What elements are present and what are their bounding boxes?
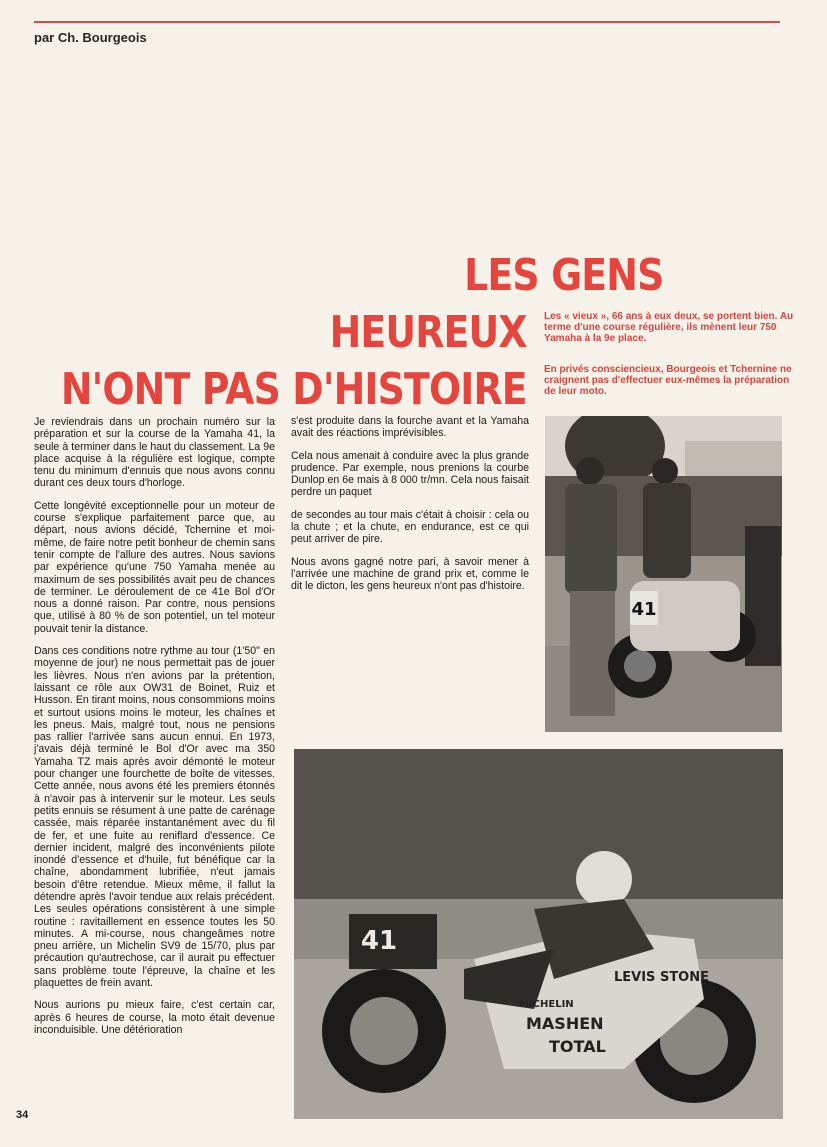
sponsor-mashen: MASHEN <box>526 1014 604 1033</box>
bike-number-plate: 41 <box>631 599 657 620</box>
byline: par Ch. Bourgeois <box>34 30 147 45</box>
sponsor-levis-stone: LEVIS STONE <box>614 970 709 985</box>
paddock-photo <box>545 416 782 732</box>
top-rule <box>34 21 780 23</box>
headline-line-1: LES GENS <box>464 250 664 301</box>
headline-line-3: N'ONT PAS D'HISTOIRE <box>61 364 527 415</box>
caption-bottom: En privés consciencieux, Bourgeois et Tchernine ne craignent pas d'effectuer eux-mêmes la préparation de leur moto. <box>544 364 792 397</box>
paragraph: de secondes au tour mais c'était à choisir : cela ou la chute ; et la chute, en endurance, est ce qui peut arriver de pire. <box>291 508 529 546</box>
caption-top: Les « vieux », 66 ans à eux deux, se portent bien. Au terme d'une course régulière, ils mènent leur 750 Yamaha à la 9e place. <box>544 311 794 344</box>
paragraph: Je reviendrais dans un prochain numéro sur la préparation et sur la course de la Yamaha 41, la seule à terminer dans le haut du classement. La 9e place acquise à la régulière est logique, compte tenu du minimum d'ennuis que nous avons connu durant ces deux tours d'horloge. <box>34 416 275 490</box>
racing-bike-number: 41 <box>360 926 398 956</box>
paragraph: Cela nous amenait à conduire avec la plus grande prudence. Par exemple, nous prenions la courbe Dunlop en 6e mais à 8 000 tr/mn. Cela nous faisait perdre un paquet <box>291 449 529 499</box>
headline <box>61 247 664 418</box>
paragraph: Nous avons gagné notre pari, à savoir mener à l'arrivée une machine de grand prix et, comme le dit le dicton, les gens heureux n'ont pas d'histoire. <box>291 555 529 593</box>
sponsor-michelin: MICHELIN <box>519 999 574 1010</box>
article-column-2 <box>291 415 529 603</box>
racing-photo <box>294 749 783 1119</box>
article-column-1 <box>34 416 275 1046</box>
headline-line-2: HEUREUX <box>329 307 527 358</box>
paragraph: Cette longévité exceptionnelle pour un moteur de course s'explique parfaitement parce que, au départ, nous avions décidé, Tchernine et moi-même, de faire notre petit bonheur de chemin sans tenir compte de l'allure des autres. Nous savions par expérience qu'une 750 Yamaha menée au maximum de ses possibilités avait peu de chances de terminer. Le déroulement de ce 41e Bol d'Or nous a donné raison. Par contre, nous pensions que, utilisé à 80 % de son potentiel, un tel moteur pouvait tenir la distance. <box>34 499 275 635</box>
sponsor-total: TOTAL <box>549 1037 606 1056</box>
paragraph: Nous aurions pu mieux faire, c'est certain car, après 6 heures de course, la moto était devenue inconduisible. Une détérioration <box>34 999 275 1036</box>
paragraph: s'est produite dans la fourche avant et la Yamaha avait des réactions imprévisibles. <box>291 415 529 440</box>
page-number: 34 <box>16 1109 29 1121</box>
paragraph: Dans ces conditions notre rythme au tour (1'50" en moyenne de jour) ne nous permettait pas de jouer les lièvres. Nous n'en avions par la prétention, laissant ce rôle aux OW31 de Boinet, Ruiz et Husson. En tirant moins, nous consommions moins et surtout usions moins le moteur, les chaînes et les pneus. Mais, malgré tout, nous ne pensions pas rallier l'arrivée sans aucun ennui. En 1973, j'avais déjà terminé le Bol d'Or avec ma 350 Yamaha TZ mais après avoir démonté le moteur pour changer une fourchette de boîte de vitesses. Cette année, nous avons été les premiers étonnés à n'avoir pas à intervenir sur le moteur. Les seuls petits ennuis se résument à une patte de carénage cassée, mais réparée instantanément avec du fil de fer, et une fuite au reniflard d'essence. Ce dernier incident, malgré des inconvénients pilote inondé d'essence et d'huile, fut bénéfique car la chaîne, abondamment lubrifiée, n'eut jamais besoin d'être retendue. Mieux même, il fallut la détendre après l'avoir tendue aux relais précédent. Les seules opérations consistèrent à une simple routine : ravitaillement en essence toutes les 50 minutes. A mi-course, nous changeâmes notre pneu arrière, un Michelin SV9 de 15/70, plus par précaution qu'autrechose, car il aurait pu effectuer sans problème toute l'épreuve, la chaîne et les plaquettes de frein avant. <box>34 645 275 990</box>
